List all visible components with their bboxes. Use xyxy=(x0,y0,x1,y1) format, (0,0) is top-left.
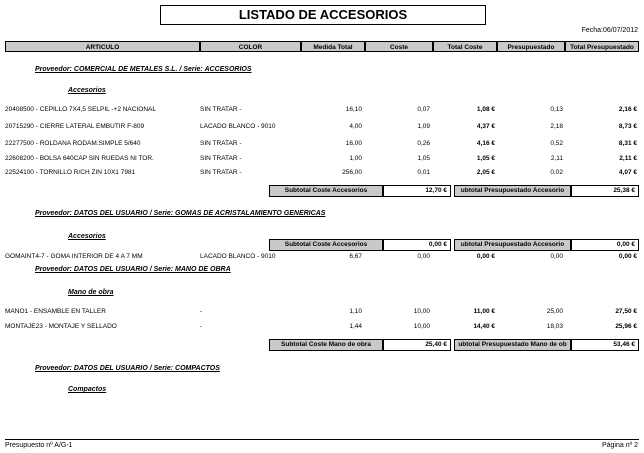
report-title: LISTADO DE ACCESORIOS xyxy=(160,5,486,25)
cell-medida: 256,00 xyxy=(342,169,362,176)
cell-coste: 10,00 xyxy=(413,308,430,315)
col-header-color: COLOR xyxy=(200,41,301,52)
cell-total-presupuestado: 4,07 € xyxy=(618,169,637,176)
cell-color: LACADO BLANCO - 9010 xyxy=(200,253,276,260)
cell-articulo: 20715290 - CIERRE LATERAL EMBUTIR F-809 xyxy=(5,123,145,130)
cell-coste: 0,26 xyxy=(417,140,430,147)
cell-total-presupuestado: 2,11 € xyxy=(619,155,637,162)
subtotal-coste-label: Subtotal Coste Accesorios xyxy=(269,239,383,251)
col-header-medida-total: Medida Total xyxy=(301,41,365,52)
col-header-coste: Coste xyxy=(365,41,433,52)
cell-total-presupuestado: 27,50 € xyxy=(615,308,637,315)
cell-medida: 1,00 xyxy=(349,155,362,162)
cell-coste: 1,05 xyxy=(417,155,430,162)
cell-presupuestado: 0,52 xyxy=(550,140,563,147)
section-heading: Compactos xyxy=(68,386,107,393)
cell-presupuestado: 0,02 xyxy=(550,169,563,176)
cell-total-coste: 4,16 € xyxy=(476,140,495,147)
subtotal-presupuestado-value: 53,46 € xyxy=(571,339,639,351)
subtotal-presupuestado-label: ubtotal Presupuestado Mano de ob xyxy=(454,339,571,351)
cell-presupuestado: 0,13 xyxy=(550,106,563,113)
cell-presupuestado: 25,00 xyxy=(546,308,563,315)
provider-heading: Proveedor: DATOS DEL USUARIO / Serie: GOMAS DE ACRISTALAMIENTO GENERICAS xyxy=(35,210,326,217)
cell-articulo: GOMAINT4-7 - GOMA INTERIOR DE 4 A 7 MM xyxy=(5,253,143,260)
cell-articulo: MONTAJE23 - MONTAJE Y SELLADO xyxy=(5,323,117,330)
subtotal-coste-label: Subtotal Coste Mano de obra xyxy=(269,339,383,351)
cell-presupuestado: 2,18 xyxy=(550,123,563,130)
subtotal-coste-label: Subtotal Coste Accesorios xyxy=(269,185,383,197)
cell-total-coste: 2,05 € xyxy=(476,169,495,176)
section-heading: Accesorios xyxy=(68,233,106,240)
cell-total-coste: 11,00 € xyxy=(473,308,495,315)
cell-medida: 16,10 xyxy=(345,106,362,113)
cell-coste: 10,00 xyxy=(413,323,430,330)
subtotal-presupuestado-value: 0,00 € xyxy=(571,239,639,251)
cell-total-coste: 4,37 € xyxy=(476,123,495,130)
cell-color: LACADO BLANCO - 9010 xyxy=(200,123,276,130)
cell-total-presupuestado: 8,73 € xyxy=(618,123,637,130)
provider-heading: Proveedor: DATOS DEL USUARIO / Serie: COMPACTOS xyxy=(35,365,220,372)
cell-color: SIN TRATAR - xyxy=(200,155,242,162)
cell-articulo: 22277500 - ROLDANA RODAM.SIMPLE 5/640 xyxy=(5,140,141,147)
cell-total-presupuestado: 0,00 € xyxy=(618,253,637,260)
cell-medida: 4,00 xyxy=(349,123,362,130)
cell-medida: 16,00 xyxy=(345,140,362,147)
cell-medida: 1,10 xyxy=(349,308,362,315)
cell-articulo: 22524100 - TORNILLO R/CH ZIN 10X1 7981 xyxy=(5,169,136,176)
subtotal-presupuestado-label: ubtotal Presupuestado Accesorio xyxy=(454,185,571,197)
cell-color: SIN TRATAR - xyxy=(200,106,242,113)
provider-heading: Proveedor: DATOS DEL USUARIO / Serie: MANO DE OBRA xyxy=(35,266,231,273)
section-heading: Mano de obra xyxy=(68,289,114,296)
subtotal-coste-value: 0,00 € xyxy=(383,239,451,251)
subtotal-coste-value: 25,40 € xyxy=(383,339,451,351)
cell-total-coste: 1,05 € xyxy=(476,155,495,162)
section-heading: Accesorios xyxy=(68,87,106,94)
cell-presupuestado: 18,03 xyxy=(546,323,563,330)
cell-coste: 0,01 xyxy=(417,169,430,176)
col-header-total-presupuestado: Total Presupuestado xyxy=(565,41,639,52)
cell-articulo: 22608200 - BOLSA 640CAP SIN RUEDAS NI TOR. xyxy=(5,155,154,162)
col-header-total-coste: Total Coste xyxy=(433,41,497,52)
cell-color: - xyxy=(200,323,203,330)
cell-medida: 6,67 xyxy=(349,253,362,260)
cell-articulo: MANO1 - ENSAMBLE EN TALLER xyxy=(5,308,106,315)
cell-color: SIN TRATAR - xyxy=(200,169,242,176)
cell-total-presupuestado: 25,96 € xyxy=(615,323,637,330)
cell-presupuestado: 0,00 xyxy=(550,253,563,260)
cell-medida: 1,44 xyxy=(349,323,362,330)
cell-coste: 0,07 xyxy=(417,106,430,113)
cell-total-coste: 14,40 € xyxy=(473,323,495,330)
col-header-articulo: ARTICULO xyxy=(5,41,200,52)
report-date: Fecha:06/07/2012 xyxy=(581,27,638,34)
cell-color: SIN TRATAR - xyxy=(200,140,242,147)
col-header-presupuestado: Presupuestado xyxy=(497,41,565,52)
subtotal-coste-value: 12,70 € xyxy=(383,185,451,197)
footer-divider xyxy=(5,439,639,440)
cell-articulo: 20408500 - CEPILLO 7X4,5 SELPIL -+2 NACIONAL xyxy=(5,106,156,113)
cell-total-coste: 1,08 € xyxy=(476,106,495,113)
cell-coste: 1,09 xyxy=(417,123,430,130)
provider-heading: Proveedor: COMERCIAL DE METALES S.L. / Serie: ACCESORIOS xyxy=(35,66,252,73)
subtotal-presupuestado-value: 25,38 € xyxy=(571,185,639,197)
subtotal-presupuestado-label: ubtotal Presupuestado Accesorio xyxy=(454,239,571,251)
cell-coste: 0,00 xyxy=(417,253,430,260)
cell-color: - xyxy=(200,308,203,315)
footer-page-number: Página nº 2 xyxy=(601,442,638,449)
footer-budget-number: Presupuesto nº A/G-1 xyxy=(5,442,73,449)
cell-total-presupuestado: 2,16 € xyxy=(618,106,637,113)
cell-total-coste: 0,00 € xyxy=(476,253,495,260)
cell-presupuestado: 2,11 xyxy=(550,155,563,162)
cell-total-presupuestado: 8,31 € xyxy=(618,140,637,147)
